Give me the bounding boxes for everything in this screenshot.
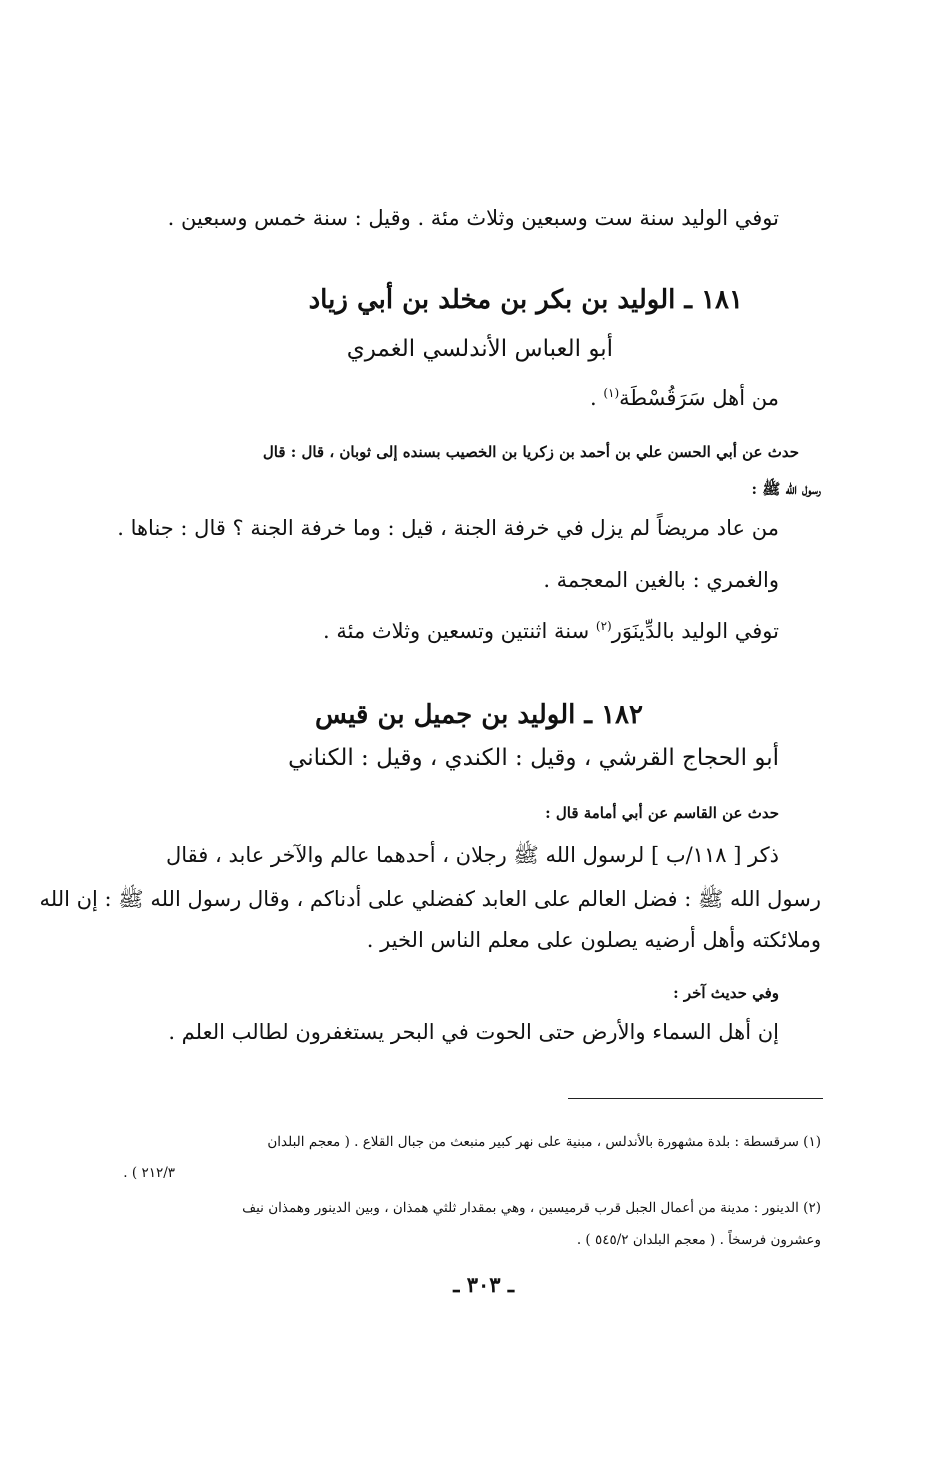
entry-182-subtitle: أبو الحجاج القرشي ، وقيل : الكندي ، وقيل : الكناني bbox=[288, 745, 779, 771]
origin-end: . bbox=[589, 386, 604, 410]
entry-182-text-line-1: ذكر [ ١١٨/ب ] لرسول الله ﷺ رجلان ، أحدهما عالم والآخر عابد ، فقال bbox=[166, 843, 779, 867]
death-end: سنة اثنتين وتسعين وثلاث مئة . bbox=[323, 619, 596, 643]
entry-181-title: ١٨١ ـ الوليد بن بكر بن مخلد بن أبي زياد bbox=[308, 285, 743, 315]
page-number: ـ ٣٠٣ ـ bbox=[453, 1272, 514, 1297]
entry-182-title: ١٨٢ ـ الوليد بن جميل بن قيس bbox=[315, 700, 643, 730]
footnote-2-line-1: (٢) الدينور : مدينة من أعمال الجبل قرب قرميسين ، وهي بمقدار ثلثي همذان ، وبين الدينور وهمذان نيف bbox=[242, 1200, 821, 1216]
entry-181-death bbox=[323, 619, 779, 643]
entry-181-hadith: من عاد مريضاً لم يزل في خرفة الجنة ، قيل : وما خرفة الجنة ؟ قال : جناها . bbox=[117, 516, 779, 540]
entry-182-isnad: حدث عن القاسم عن أبي أمامة قال : bbox=[545, 804, 779, 822]
footnote-ref-1: (١) bbox=[603, 386, 620, 400]
entry-182-other-hadith-label: وفي حديث آخر : bbox=[673, 984, 779, 1002]
death-text: توفي الوليد بالدِّينَوَر bbox=[611, 619, 779, 643]
footnote-1-line-1: (١) سرقسطة : بلدة مشهورة بالأندلس ، مبنية على نهر كبير منبعث من جبال القلاع . ( معجم البلدان bbox=[267, 1134, 821, 1150]
footnote-ref-2: (٢) bbox=[595, 619, 612, 633]
footnote-2-line-2: وعشرون فرسخاً . ( معجم البلدان ٥٤٥/٢ ) . bbox=[576, 1232, 821, 1248]
entry-181-isnad-line-2: رسول الله ﷺ : bbox=[751, 480, 821, 498]
entry-182-text-line-3: وملائكته وأهل أرضيه يصلون على معلم الناس الخير . bbox=[366, 928, 821, 952]
death-note-previous-entry: توفي الوليد سنة ست وسبعين وثلاث مئة . وقيل : سنة خمس وسبعين . bbox=[167, 206, 779, 230]
entry-181-origin bbox=[590, 386, 779, 410]
origin-text: من أهل سَرَقُسْطَة bbox=[619, 386, 779, 410]
entry-182-other-hadith: إن أهل السماء والأرض حتى الحوت في البحر يستغفرون لطالب العلم . bbox=[168, 1020, 779, 1044]
footnote-divider bbox=[568, 1098, 823, 1099]
entry-182-text-line-2: رسول الله ﷺ : فضل العالم على العابد كفضلي على أدناكم ، وقال رسول الله ﷺ : إن الله bbox=[39, 887, 821, 911]
entry-181-ghamri-note: والغمري : بالغين المعجمة . bbox=[543, 568, 779, 592]
footnote-1-line-2: ٢١٢/٣ ) . bbox=[123, 1165, 175, 1181]
entry-181-subtitle: أبو العباس الأندلسي الغمري bbox=[346, 336, 613, 362]
entry-181-isnad-line-1: حدث عن أبي الحسن علي بن أحمد بن زكريا بن الخصيب بسنده إلى ثوبان ، قال : قال bbox=[262, 443, 799, 461]
